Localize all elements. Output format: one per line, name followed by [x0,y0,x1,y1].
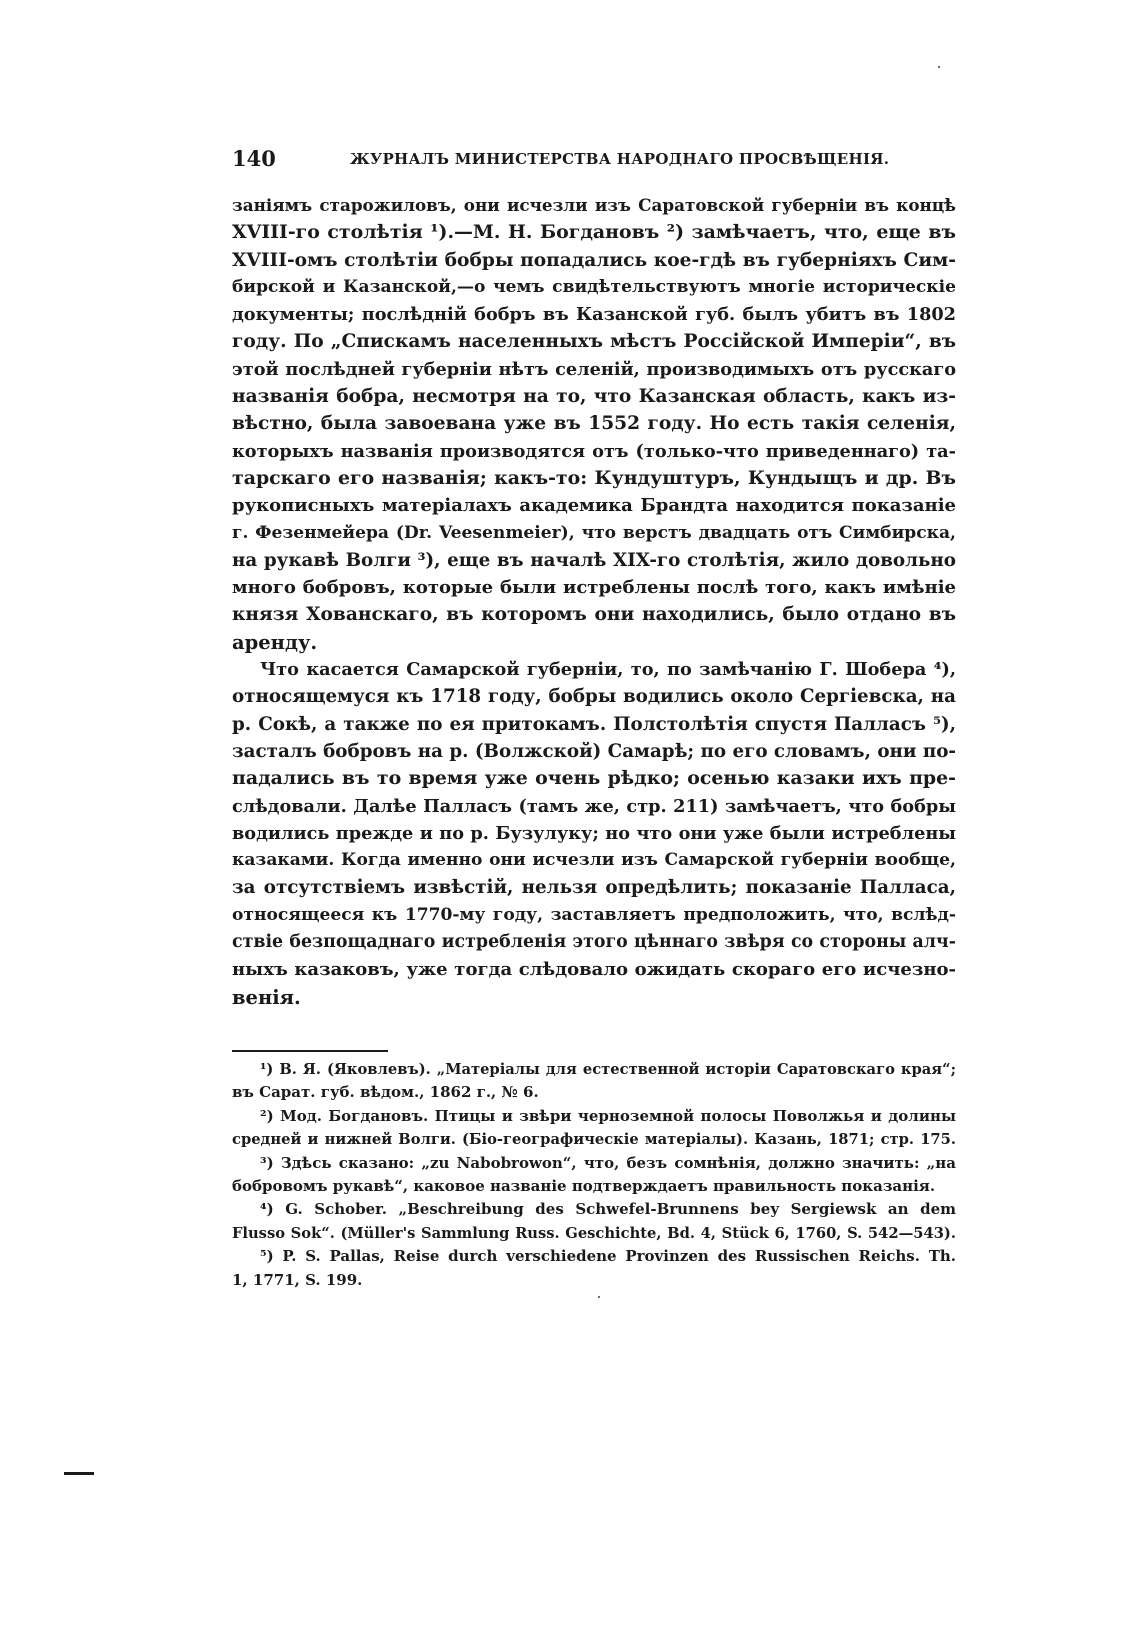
body-line: р. Сокѣ, а также по ея притокамъ. Полстолѣтія спустя Палласъ ⁵), [232,713,956,735]
footnote-rule [232,1050,388,1052]
page-header [232,146,960,176]
footnote-line: ¹) В. Я. (Яковлевъ). „Матеріалы для естественной исторіи Саратовскаго края“; [260,1061,956,1078]
body-line: относящееся къ 1770-му году, заставляетъ предположить, что, вслѣд- [232,904,956,925]
body-line: этой послѣдней губерніи нѣтъ селеній, производимыхъ отъ русскаго [232,358,956,380]
scan-speck [938,66,940,68]
body-line: ствіе безпощаднаго истребленія этого цѣннаго звѣря со стороны алч- [232,932,956,953]
body-line: заніямъ старожиловъ, они исчезли изъ Саратовской губерніи въ концѣ [232,195,956,215]
footnote-line: ⁵) P. S. Pallas, Reise durch verschiedene Provinzen des Russischen Reichs. Th. [260,1247,956,1266]
running-title: ЖУРНАЛЪ МИНИСТЕРСТВА НАРОДНАГО ПРОСВѢЩЕНІЯ. [350,150,890,168]
body-line: аренду. [232,630,318,654]
body-line: водились прежде и по р. Бузулуку; но что они уже были истреблены [232,822,956,844]
body-text [232,192,956,1011]
body-line: XVIII-го столѣтія ¹).—М. Н. Богдановъ ²) замѣчаетъ, что, еще въ [232,221,956,244]
footnote-line: ⁴) G. Schober. „Beschreibung des Schwefel-Brunnens bey Sergiewsk an dem [260,1200,956,1219]
footnote-line: ³) Здѣсь сказано: „zu Nabobrowon“, что, безъ сомнѣнія, должно значить: „на [260,1153,956,1172]
body-line: которыхъ названія производятся отъ (только-что приведеннаго) та- [232,440,956,462]
footnote-line: въ Сарат. губ. вѣдом., 1862 г., № 6. [232,1083,539,1102]
body-line: князя Хованскаго, въ которомъ они находились, было отдано въ [232,604,956,626]
body-line: названія бобра, несмотря на то, что Казанская область, какъ из- [232,386,956,408]
body-line: ныхъ казаковъ, уже тогда слѣдовало ожидать скораго его исчезно- [232,959,956,981]
body-line: много бобровъ, которые были истреблены послѣ того, какъ имѣніе [232,577,956,599]
body-line: г. Фезенмейера (Dr. Veesenmeier), что верстъ двадцать отъ Симбирска, [232,522,956,543]
body-line: тарскаго его названія; какъ-то: Кундуштуръ, Кундыщъ и др. Въ [232,466,956,489]
body-line: слѣдовали. Далѣе Палласъ (тамъ же, стр. 211) замѣчаетъ, что бобры [232,795,956,817]
footnote-line: бобровомъ рукавѣ“, каковое названіе подтверждаетъ правильность показанія. [232,1176,936,1195]
footnote-line: 1, 1771, S. 199. [232,1270,363,1289]
body-line: Что касается Самарской губерніи, то, по замѣчанію Г. Шобера ⁴), [260,659,956,681]
body-line: казаками. Когда именно они исчезли изъ Самарской губерніи вообще, [232,850,956,871]
body-line: бирской и Казанской,—о чемъ свидѣтельствуютъ многіе историческіе [232,276,956,297]
body-line: документы; послѣдній бобръ въ Казанской губ. былъ убитъ въ 1802 [232,304,956,326]
body-line: венія. [232,985,301,1009]
body-line: на рукавѣ Волги ³), еще въ началѣ XIX-го столѣтія, жило довольно [232,549,956,571]
scan-speck [598,1296,600,1298]
footnote-line: средней и нижней Волги. (Біо-географическіе матеріалы). Казань, 1871; стр. 175. [232,1131,956,1149]
body-line: засталъ бобровъ на р. (Волжской) Самарѣ; по его словамъ, они по- [232,740,956,762]
scan-margin-mark [64,1472,94,1475]
footnotes [232,1058,956,1292]
footnote-line: Flusso Sok“. (Müller's Sammlung Russ. Geschichte, Bd. 4, Stück 6, 1760, S. 542—543). [232,1224,956,1242]
body-line: рукописныхъ матеріалахъ академика Брандта находится показаніе [232,495,956,517]
page-number: 140 [232,146,276,171]
body-line: за отсутствіемъ извѣстій, нельзя опредѣлить; показаніе Палласа, [232,877,956,899]
body-line: XVIII-омъ столѣтіи бобры попадались кое-гдѣ въ губерніяхъ Сим- [232,249,956,271]
body-line: относящемуся къ 1718 году, бобры водились около Сергіевска, на [232,686,956,708]
body-line: году. По „Спискамъ населенныхъ мѣстъ Россійской Имперіи“, въ [232,331,956,353]
footnote-line: ²) Мод. Богдановъ. Птицы и звѣри черноземной полосы Поволжья и долины [260,1106,956,1125]
body-line: падались въ то время уже очень рѣдко; осенью казаки ихъ пре- [232,767,956,790]
body-line: вѣстно, была завоевана уже въ 1552 году. Но есть такія селенія, [232,413,956,435]
